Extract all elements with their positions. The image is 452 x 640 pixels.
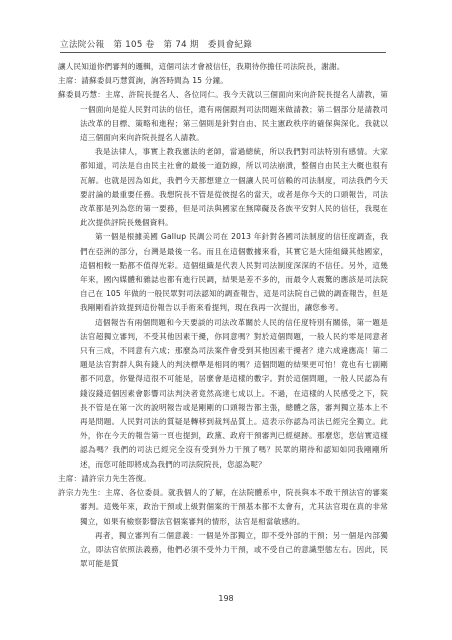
header-rule (60, 52, 386, 53)
gazette-header: 立法院公報 第 105 卷 第 74 期 委員會紀錄 (60, 40, 253, 50)
paragraph: 主席：請蘇委員巧慧質詢，詢答時間為 15 分鐘。 (58, 76, 228, 86)
page-number: 198 (218, 594, 234, 603)
paragraph: 主席：請許宗力先生答復。 (58, 473, 151, 483)
paragraph: 我是法律人，事實上教我憲法的老師，當過總統，所以我們對司法特別有感情。大家都知道，司法是自由民主社會的最後一道防線，所以司法崩潰，整個自由民主大概也很有瓦解。也就是因為如此，我們今天都想建立一個讓人民可信賴的司法制度，司法我們今天要討論的最重要任務。我想院長不管是從彼提名的當天，或者是你今天的口頭報告，司法改革都是列為您的第一要務，但是司法與國家在無障礙及各族平安對人民的信任，我現在此次提供評院長幾個資料。 (80, 147, 388, 228)
transcript-body (58, 60, 388, 571)
paragraph: 這個報告有兩個問題和今天要談的司法改革關於人民的信任度特別有關係，第一題是法官超獨立審判，不受其他因素干擾，你同意嗎？對於這個問題，一般人民約零是同意者只有三成，不同意有六成；那麼為司法案件會受到其他因素干擾者？達六成違應高！第二題是法官對群人與有錢人的判決標準是相同的嗎？這個問題的結果更可怕！竟也有七副剛都不同意，你覺得這很不可能是，居麼會是這樣的數字。對於這個問題，一般人民認為有錢沒錢這個因素會影響司法判決者竟然高達七成以上。不過，在這樣的人民感受之下，院長不管是在第一次的說明報告或是剛剛的口頭報告都主張，總體之落，審判獨立基本上不再是問題。人民對司法的質疑是轉移到裁判品質上。這表示你認為司法已經完全獨立。此外，你在今天的報告第一頁也提到，政黨、政府干預審判已經絕跡。那麼您，您信實這樣認為嗎？我們的司法已經完全沒有受到外力干預了嗎？民眾的期待和認知如同我剛剛所述，而您可能即將成為我們的司法院院長，您認為呢？ (80, 317, 388, 469)
paragraph: 第一個是根據美國 Gallup 民調公司在 2013 年針對各國司法制度的信任度調查，我們在亞洲的部分，台灣是最後一名。而且在這個數據來看，其實它是大陸組織其他國家，這個相較一點都不值得光彩。這個組織是代表人民對司法制度深深的不信任。另外，這幾年來，國內媒體和雜誌也都有進行民調，結果是差不多的，而最令人震驚的應該是司法院自己在 105 年做的一般民眾對司法認知的調查報告，這是司法院自己做的調查報告，但是我剛剛看許致提到這份報告以手術來看提判，現在我再一次提出，讓您參考。 (80, 232, 388, 313)
speaker-paragraph: 蘇委員巧慧：主席、許院長提名人、各位同仁。我今天就以三個面向來向許院長提名人請教，第一個面向是從人民對司法的信任，還有兩個跟判司法問題來做請教；第二個部分是請教司法改革的目標、策略和進程；第三個則是針對自由、民主憲政秩序的確保與深化。我就以這三個面向來向許院長提名人請教。 (58, 90, 388, 143)
speaker-paragraph: 許宗力先生：主席、各位委員。就我個人的了解，在法院體系中，院長與本不敢干預法官的審案審判。這幾年來，政治干預或上級對個案的干預基本都不太會有，尤其法官現在真的非常獨立，如果有檢察影響法官個案審判的情形，法官是相當敏感的。 (58, 488, 388, 526)
paragraph: 讓人民知道你們審判的邏輯，這個司法才會被信任，我期待你擔任司法院長，謝謝。 (58, 62, 345, 71)
paragraph: 再者，獨立審判有二個意義：一個是外部獨立，即不受外部的干預；另一個是內部獨立，即法官依照法義務，他們必須不受外力干預，或不受自己的意識型態左右。因此，民眾可能是質 (80, 530, 388, 569)
